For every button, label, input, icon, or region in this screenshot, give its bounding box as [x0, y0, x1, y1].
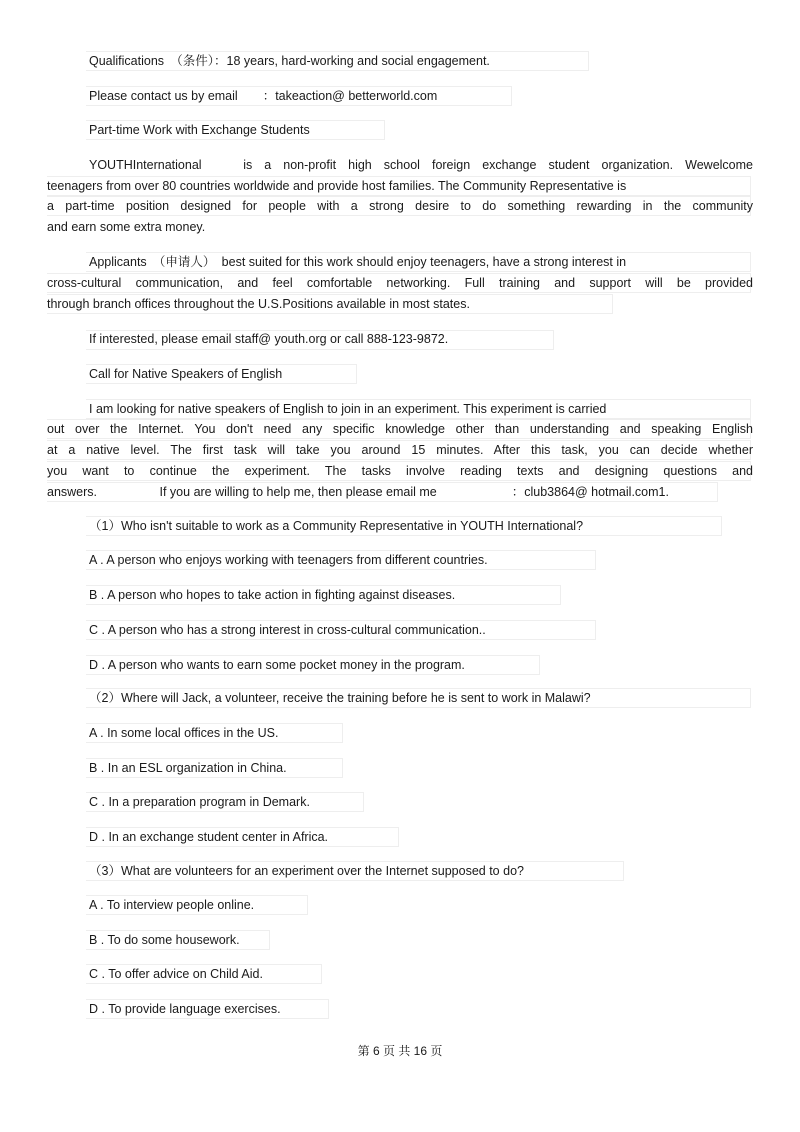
question-3-stem: （3）What are volunteers for an experiment over the Internet supposed to do? [89, 864, 524, 878]
ad3-title: Call for Native Speakers of English [89, 367, 283, 381]
ad2-contact: If interested, please email staff@ youth.org or call 888-123-9872. [89, 332, 449, 346]
question-2-stem: （2）Where will Jack, a volunteer, receive the training before he is sent to work in Malawi? [89, 691, 591, 705]
question-3-option-d: D . To provide language exercises. [89, 1002, 281, 1016]
question-1-stem: （1）Who isn't suitable to work as a Community Representative in YOUTH International? [89, 519, 584, 533]
question-2-option-d: D . In an exchange student center in Africa. [89, 830, 329, 844]
question-1-option-a: A . A person who enjoys working with teenagers from different countries. [89, 553, 488, 567]
ad2-title: Part-time Work with Exchange Students [89, 123, 310, 137]
question-1-option-c: C . A person who has a strong interest in cross-cultural communication.. [89, 623, 486, 637]
question-2-option-c: C . In a preparation program in Demark. [89, 795, 310, 809]
ad2-paragraph2-line1: Applicants （申请人） best suited for this work should enjoy teenagers, have a strong interest in [89, 255, 627, 269]
ad2-paragraph1-line3: a part-time position designed for people with a strong desire to do something rewarding in the community [47, 199, 753, 213]
ad3-line5: answers. If you are willing to help me, then please email me ：club3864@ hotmail.com1. [47, 485, 669, 499]
qualifications-line: Qualifications （条件）：18 years, hard-working and social engagement. [89, 54, 490, 68]
page-footer: 第 6 页 共 16 页 [357, 1044, 443, 1058]
question-2-option-a: A . In some local offices in the US. [89, 726, 279, 740]
ad3-line2: out over the Internet. You don't need any specific knowledge other than understanding and speaking English [47, 422, 753, 436]
ad3-line3: at a native level. The first task will take you around 15 minutes. After this task, you can decide whether [47, 443, 753, 457]
question-1-option-d: D . A person who wants to earn some pocket money in the program. [89, 658, 465, 672]
contact-email-line: Please contact us by email ：takeaction@ betterworld.com [89, 89, 438, 103]
ad2-paragraph1-line1: YOUTHInternational is a non-profit high school foreign exchange student organization. Wewelcome [89, 158, 753, 172]
ad2-paragraph2-line3: through branch offices throughout the U.S.Positions available in most states. [47, 297, 470, 311]
ad2-paragraph2-line2: cross-cultural communication, and feel comfortable networking. Full training and support will be provided [47, 276, 753, 290]
ad2-paragraph1-line4: and earn some extra money. [47, 220, 206, 234]
ad3-line1: I am looking for native speakers of English to join in an experiment. This experiment is carried [89, 402, 607, 416]
question-3-option-a: A . To interview people online. [89, 898, 255, 912]
question-2-option-b: B . In an ESL organization in China. [89, 761, 287, 775]
ad3-line4: you want to continue the experiment. The tasks involve reading texts and designing questions and [47, 464, 753, 478]
question-3-option-c: C . To offer advice on Child Aid. [89, 967, 263, 981]
question-3-option-b: B . To do some housework. [89, 933, 240, 947]
ad2-paragraph1-line2: teenagers from over 80 countries worldwide and provide host families. The Community Representative is [47, 179, 627, 193]
question-1-option-b: B . A person who hopes to take action in fighting against diseases. [89, 588, 456, 602]
